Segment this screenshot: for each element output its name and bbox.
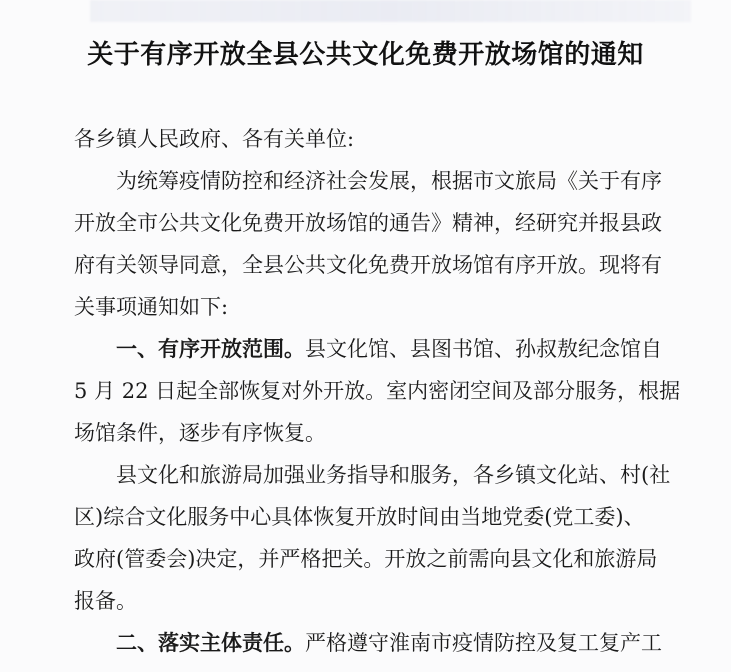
paragraph-1-line-2: 开放全市公共文化免费开放场馆的通告》精神，经研究并报县政 [74, 211, 662, 235]
paragraph-1-line-1: 为统筹疫情防控和经济社会发展，根据市文旅局《关于有序 [116, 169, 662, 193]
paragraph-2-line-3: 政府(管委会)决定，并严格把关。开放之前需向县文化和旅游局 [74, 547, 658, 571]
bleed-through-text [90, 0, 691, 22]
section-2-heading: 二、落实主体责任。 [116, 630, 305, 655]
section-1-line-2: 5 月 22 日起全部恢复对外开放。室内密闭空间及部分服务，根据 [74, 379, 681, 403]
section-1-line-1 [74, 328, 694, 370]
paragraph-2-line-1: 县文化和旅游局加强业务指导和服务，各乡镇文化站、村(社 [116, 463, 671, 487]
document-title: 关于有序开放全县公共文化免费开放场馆的通知 [87, 40, 644, 70]
section-1-line-3: 场馆条件，逐步有序恢复。 [74, 421, 326, 445]
document-body [74, 118, 694, 664]
section-2-line-1 [74, 622, 694, 664]
paragraph-1-line-4: 关事项通知如下: [74, 295, 229, 319]
section-1-line-1-text: 县文化馆、县图书馆、孙叔敖纪念馆自 [305, 337, 662, 361]
paragraph-2-line-2: 区)综合文化服务中心具体恢复开放时间由当地党委(党工委)、 [74, 505, 645, 529]
section-2-line-1-text: 严格遵守淮南市疫情防控及复工复产工 [305, 631, 662, 655]
paragraph-1-line-3: 府有关领导同意，全县公共文化免费开放场馆有序开放。现将有 [74, 253, 662, 277]
section-1-heading: 一、有序开放范围。 [116, 336, 305, 361]
paragraph-2-line-4: 报备。 [74, 589, 137, 613]
salutation: 各乡镇人民政府、各有关单位: [74, 127, 355, 151]
